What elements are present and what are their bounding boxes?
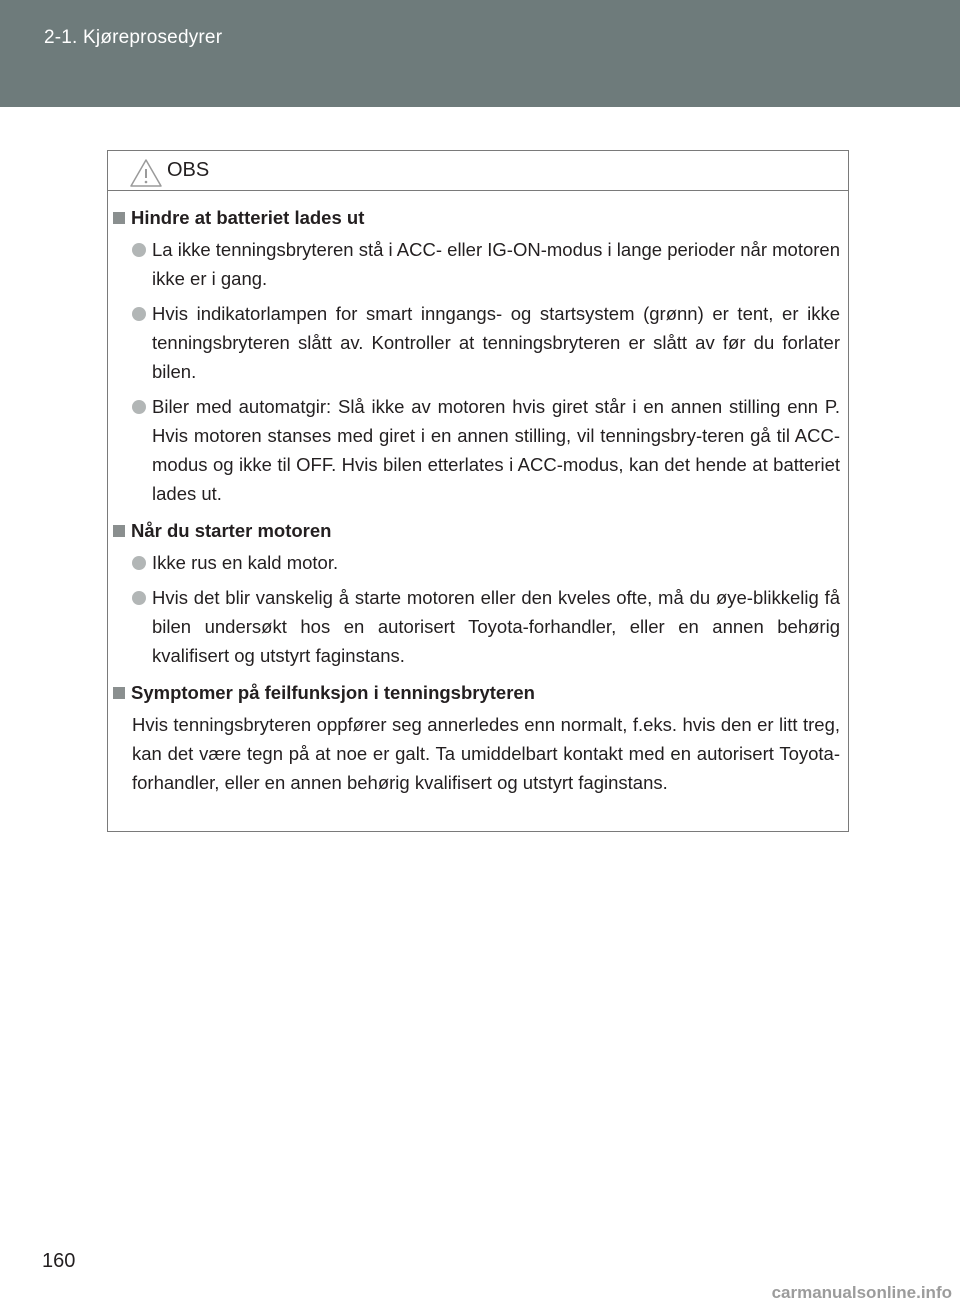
list-item-text: La ikke tenningsbryteren stå i ACC- eller IG-ON-modus i lange perioder når motoren ikke er i gang. <box>152 239 840 289</box>
round-bullet-icon <box>132 307 146 321</box>
watermark: carmanualsonline.info <box>771 1283 952 1302</box>
square-bullet-icon <box>113 212 125 224</box>
page-header <box>0 0 960 107</box>
round-bullet-icon <box>132 591 146 605</box>
section-heading <box>113 676 840 710</box>
list-item-text: Biler med automatgir: Slå ikke av motoren hvis giret står i en annen stilling enn P. Hvis motoren stanses med giret i en annen stilling, vil tenningsbry-teren gå til ACC-modus og ikke til OFF. Hvis bilen etterlates i ACC-modus, kan det hende at batteriet lades ut. <box>152 396 840 504</box>
section-heading-text: Symptomer på feilfunksjon i tenningsbryteren <box>131 682 535 703</box>
list-item-text: Ikke rus en kald motor. <box>152 552 339 573</box>
list-item-text: Hvis det blir vanskelig å starte motoren eller den kveles ofte, må du øye-blikkelig få bilen undersøkt hos en autorisert Toyota-forhandler, eller en annen behørig kvalifisert og utstyrt faginstans. <box>152 587 840 666</box>
caution-title: OBS <box>167 159 210 181</box>
square-bullet-icon <box>113 687 125 699</box>
list-item <box>113 548 840 577</box>
list-item <box>113 235 840 293</box>
caution-body <box>108 191 848 797</box>
round-bullet-icon <box>132 556 146 570</box>
square-bullet-icon <box>113 525 125 537</box>
round-bullet-icon <box>132 243 146 257</box>
section-heading-text: Hindre at batteriet lades ut <box>131 207 365 228</box>
caution-box <box>107 150 849 832</box>
list-item-text: Hvis indikatorlampen for smart inngangs- og startsystem (grønn) er tent, er ikke tenningsbryteren slått av. Kontroller at tenningsbryteren er slått av før du forlater bilen. <box>152 303 840 382</box>
page-number: 160 <box>42 1250 76 1272</box>
section-paragraph: Hvis tenningsbryteren oppfører seg annerledes enn normalt, f.eks. hvis den er litt treg, kan det være tegn på at noe er galt. Ta umiddelbart kontakt med en autorisert Toyota-forhandler, eller en annen behørig kvalifisert og utstyrt faginstans. <box>132 714 840 793</box>
list-item <box>113 583 840 670</box>
caution-header <box>108 151 848 191</box>
warning-triangle-icon <box>129 158 163 188</box>
section-heading <box>113 201 840 235</box>
list-item <box>113 299 840 386</box>
section-heading-text: Når du starter motoren <box>131 520 332 541</box>
section-heading <box>113 514 840 548</box>
round-bullet-icon <box>132 400 146 414</box>
list-item <box>113 392 840 508</box>
section-title: 2-1. Kjøreprosedyrer <box>44 27 223 48</box>
